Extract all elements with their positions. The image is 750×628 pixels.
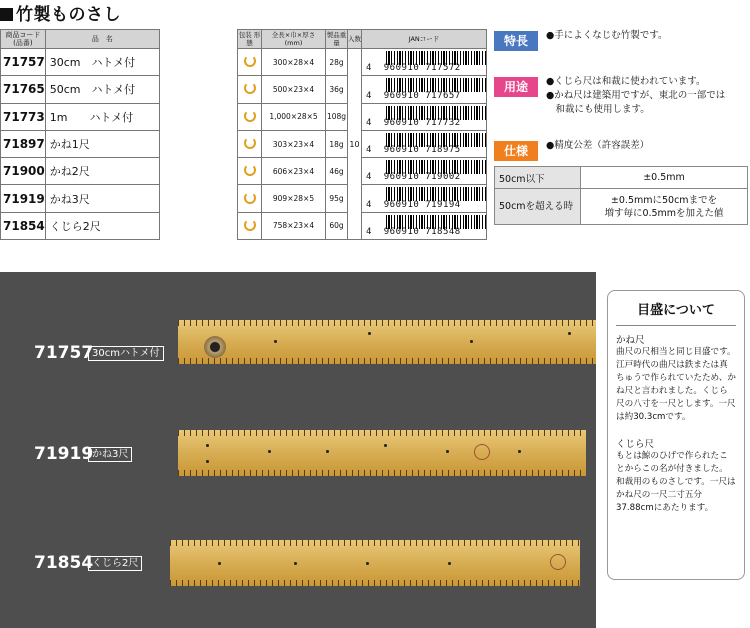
jan-prefix: 4 (366, 172, 372, 183)
pack-cell (238, 185, 262, 212)
table-row (1, 103, 160, 130)
grommet-icon (204, 336, 226, 358)
header-weight: 製品重量 (326, 31, 347, 47)
product-name: くじら2尺 (45, 212, 159, 239)
ruler-code: 71757 (34, 343, 94, 363)
jan-number: 960910 718548 (383, 227, 461, 238)
pack-cell (238, 103, 262, 130)
size-cell: 303×23×4 (262, 130, 326, 157)
table-row (1, 212, 160, 239)
product-code-table (0, 29, 160, 240)
jan-cell (362, 103, 487, 130)
pouch-icon (244, 137, 256, 149)
features-text: ●手によくなじむ竹製です。 (546, 30, 668, 41)
square-bullet-icon (0, 8, 13, 21)
pouch-icon (244, 55, 256, 67)
header-size: 全長×巾×厚さ (mm) (262, 30, 326, 49)
product-code: 71897 (1, 130, 46, 157)
table-row (1, 130, 160, 157)
product-name: かね3尺 (45, 185, 159, 212)
pouch-icon (244, 192, 256, 204)
product-name: 1m ハトメ付 (45, 103, 159, 130)
kujira-heading: くじら尺 (616, 439, 655, 450)
product-name: 50cm ハトメ付 (45, 76, 159, 103)
spec-text: ●精度公差（許容誤差） (546, 140, 650, 151)
tolerance-key: 50cm以下 (495, 167, 581, 189)
jan-number: 960910 719002 (383, 172, 461, 183)
spec-tag: 仕様 (494, 141, 538, 161)
pack-cell (238, 76, 262, 103)
size-cell: 909×28×5 (262, 185, 326, 212)
table-row (238, 49, 487, 76)
header-jan: JANコード (362, 30, 487, 49)
size-cell: 300×28×4 (262, 49, 326, 76)
product-name: 30cm ハトメ付 (45, 49, 159, 76)
tolerance-value: ±0.5mm (581, 167, 748, 189)
product-name: かね1尺 (45, 130, 159, 157)
size-cell: 500×23×4 (262, 76, 326, 103)
table-row (1, 185, 160, 212)
weight-cell: 46g (326, 158, 348, 185)
tolerance-key: 50cmを超える時 (495, 189, 581, 225)
table-row (238, 158, 487, 185)
jan-cell (362, 185, 487, 212)
table-row (1, 76, 160, 103)
jan-prefix: 4 (366, 117, 372, 128)
jan-number: 960910 719194 (383, 199, 461, 210)
jan-prefix: 4 (366, 227, 372, 238)
table-row (1, 158, 160, 185)
header-code: 商品コード (品番) (1, 30, 46, 49)
ruler-kane-3shaku (178, 430, 586, 476)
weight-cell: 60g (326, 212, 348, 239)
jan-prefix: 4 (366, 199, 372, 210)
jan-cell (362, 158, 487, 185)
jan-number: 960910 717572 (383, 63, 461, 74)
scale-info-box (607, 290, 745, 580)
kane-description: 曲尺の尺相当と同じ目盛です。江戸時代の曲尺は鉄または真ちゅうで作られていたため、かね尺と言われました。くじら尺の八寸を一尺とします。一尺は約30.3cmです。 (616, 347, 736, 422)
uses-tag: 用途 (494, 77, 538, 97)
spec-table (237, 29, 487, 240)
jan-prefix: 4 (366, 63, 372, 74)
pouch-icon (244, 82, 256, 94)
jan-number: 960910 718975 (383, 145, 461, 156)
pack-cell (238, 212, 262, 239)
jan-prefix: 4 (366, 145, 372, 156)
features-tag: 特長 (494, 31, 538, 51)
pack-cell (238, 130, 262, 157)
size-cell: 758×23×4 (262, 212, 326, 239)
product-code: 71765 (1, 76, 46, 103)
size-cell: 606×23×4 (262, 158, 326, 185)
product-code: 71757 (1, 49, 46, 76)
pouch-icon (244, 164, 256, 176)
product-code: 71854 (1, 212, 46, 239)
product-name: かね2尺 (45, 158, 159, 185)
header-name: 品 名 (45, 30, 159, 49)
ruler-code: 71919 (34, 444, 94, 464)
product-photo (0, 272, 596, 628)
weight-cell: 36g (326, 76, 348, 103)
tolerance-value: ±0.5mmに50cmまでを 増す毎に0.5mmを加えた値 (581, 189, 748, 225)
kujira-description: もとは鯨のひげで作られたことからこの名が付きました。和裁用のものさしです。一尺はかね尺の一尺二寸五分37.88cmにあたります。 (616, 451, 736, 513)
table-row (238, 103, 487, 130)
header-qty: 入数 (348, 30, 362, 49)
product-code: 71900 (1, 158, 46, 185)
jan-cell (362, 76, 487, 103)
table-row (238, 185, 487, 212)
ruler-kujira-2shaku (170, 540, 580, 586)
pouch-icon (244, 110, 256, 122)
jan-prefix: 4 (366, 90, 372, 101)
table-row (1, 49, 160, 76)
header-pack: 包装 形態 (238, 31, 261, 47)
weight-cell: 18g (326, 130, 348, 157)
ruler-label: 30cmハトメ付 (88, 346, 164, 361)
product-code: 71919 (1, 185, 46, 212)
scale-info-title: 目盛について (616, 299, 736, 326)
pouch-icon (244, 219, 256, 231)
uses-text: ●くじら尺は和裁に使われています。 ●かね尺は建築用ですが、東北の一部では 和裁にも使用します。 (546, 76, 726, 115)
table-row (238, 212, 487, 239)
jan-number: 960910 717732 (383, 117, 461, 128)
kane-heading: かね尺 (616, 335, 645, 346)
tolerance-table (494, 166, 748, 225)
qty-cell: 10 (348, 49, 362, 240)
ruler-label: かね3尺 (88, 447, 132, 462)
page-title: 竹製ものさし (0, 0, 121, 25)
pack-cell (238, 158, 262, 185)
jan-cell (362, 130, 487, 157)
weight-cell: 108g (326, 103, 348, 130)
table-row (238, 130, 487, 157)
ruler-label: くじら2尺 (88, 556, 142, 571)
weight-cell: 95g (326, 185, 348, 212)
jan-cell (362, 212, 487, 239)
table-row (238, 76, 487, 103)
pack-cell (238, 49, 262, 76)
product-code: 71773 (1, 103, 46, 130)
jan-number: 960910 717657 (383, 90, 461, 101)
ruler-code: 71854 (34, 553, 94, 573)
size-cell: 1,000×28×5 (262, 103, 326, 130)
jan-cell (362, 49, 487, 76)
ruler-30cm (178, 320, 596, 364)
weight-cell: 28g (326, 49, 348, 76)
